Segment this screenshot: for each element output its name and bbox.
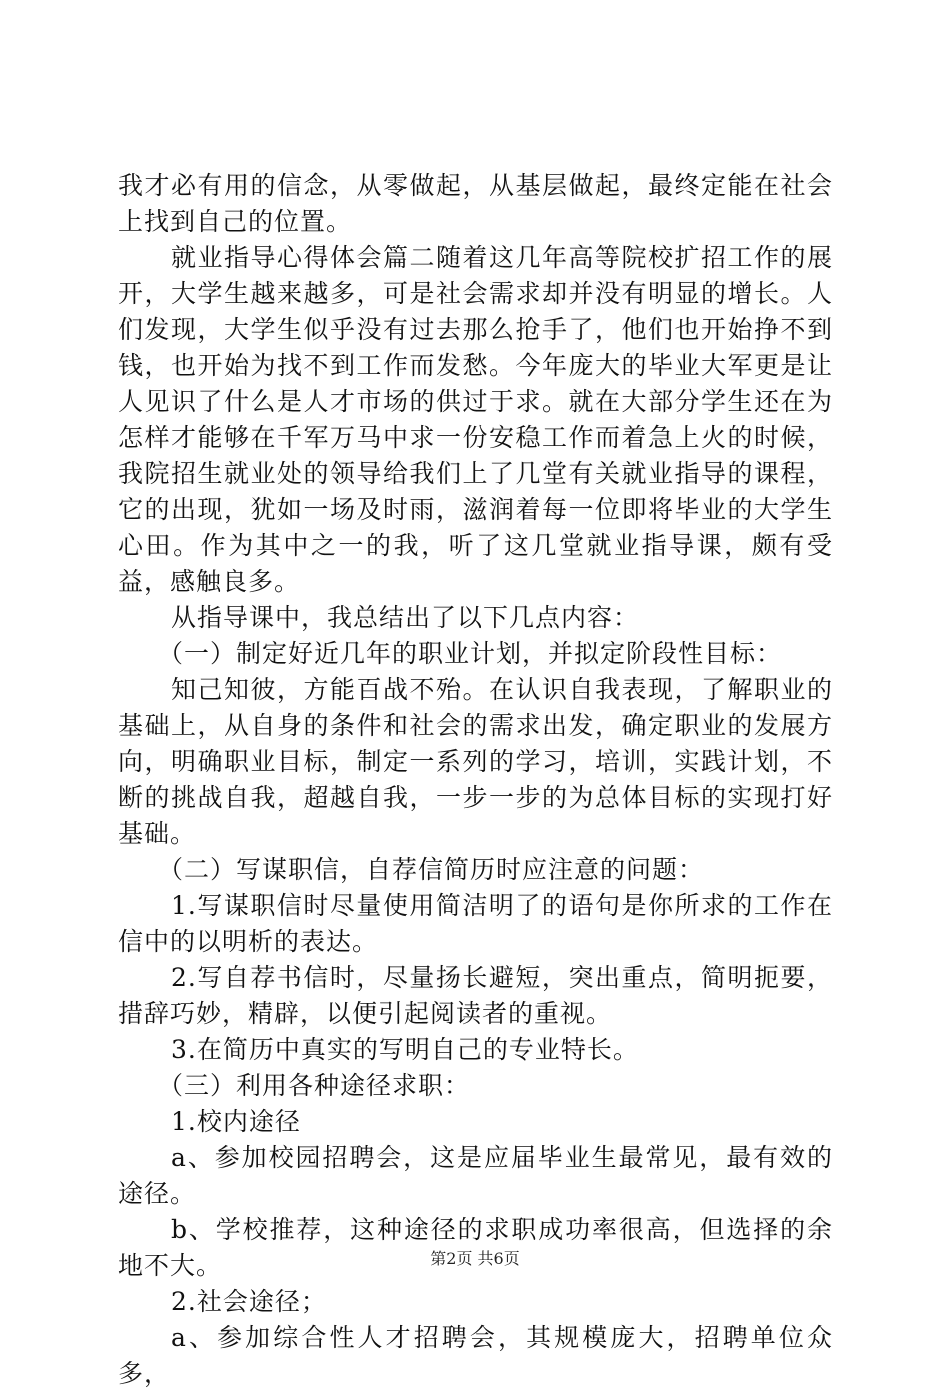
list-item-society-a: a、参加综合性人才招聘会，其规模庞大，招聘单位众多，: [118, 1323, 833, 1388]
list-item-3: 3.在简历中真实的写明自己的专业特长。: [171, 1035, 639, 1064]
subheading-society: 2.社会途径；: [171, 1287, 327, 1316]
paragraph-4: 知己知彼，方能百战不殆。在认识自我表现，了解职业的基础上，从自身的条件和社会的需求出发，确定职业的发展方向，明确职业目标，制定一系列的学习，培训，实践计划，不断的挑战自我，超越自我，一步一步的为总体目标的实现打好基础。: [118, 675, 833, 848]
section-heading-2: （二）写谋职信，自荐信简历时应注意的问题：: [158, 855, 705, 884]
paragraph-1: 我才必有用的信念，从零做起，从基层做起，最终定能在社会上找到自己的位置。: [118, 171, 833, 236]
list-item-1: 1.写谋职信时尽量使用简洁明了的语句是你所求的工作在信中的以明析的表达。: [118, 891, 833, 956]
list-item-campus-a: a、参加校园招聘会，这是应届毕业生最常见，最有效的途径。: [118, 1143, 833, 1208]
section-heading-1: （一）制定好近几年的职业计划，并拟定阶段性目标：: [158, 639, 783, 668]
list-item-2: 2.写自荐书信时，尽量扬长避短，突出重点，简明扼要，措辞巧妙，精辟，以便引起阅读者的重视。: [118, 963, 833, 1028]
paragraph-2: 就业指导心得体会篇二随着这几年高等院校扩招工作的展开，大学生越来越多，可是社会需求却并没有明显的增长。人们发现，大学生似乎没有过去那么抢手了，他们也开始挣不到钱，也开始为找不到工作而发愁。今年庞大的毕业大军更是让人见识了什么是人才市场的供过于求。就在大部分学生还在为怎样才能够在千军万马中求一份安稳工作而着急上火的时候，我院招生就业处的领导给我们上了几堂有关就业指导的课程，它的出现，犹如一场及时雨，滋润着每一位即将毕业的大学生心田。作为其中之一的我，听了这几堂就业指导课，颇有受益，感触良多。: [118, 243, 833, 596]
page-footer: 第2页 共6页: [430, 1249, 520, 1268]
section-heading-3: （三）利用各种途径求职：: [158, 1071, 471, 1100]
document-body: [118, 168, 833, 1392]
list-item-campus-b: b、学校推荐，这种途径的求职成功率很高，但选择的余地不大。: [118, 1215, 833, 1280]
paragraph-3: 从指导课中，我总结出了以下几点内容：: [171, 603, 640, 632]
subheading-campus: 1.校内途径: [171, 1107, 301, 1136]
